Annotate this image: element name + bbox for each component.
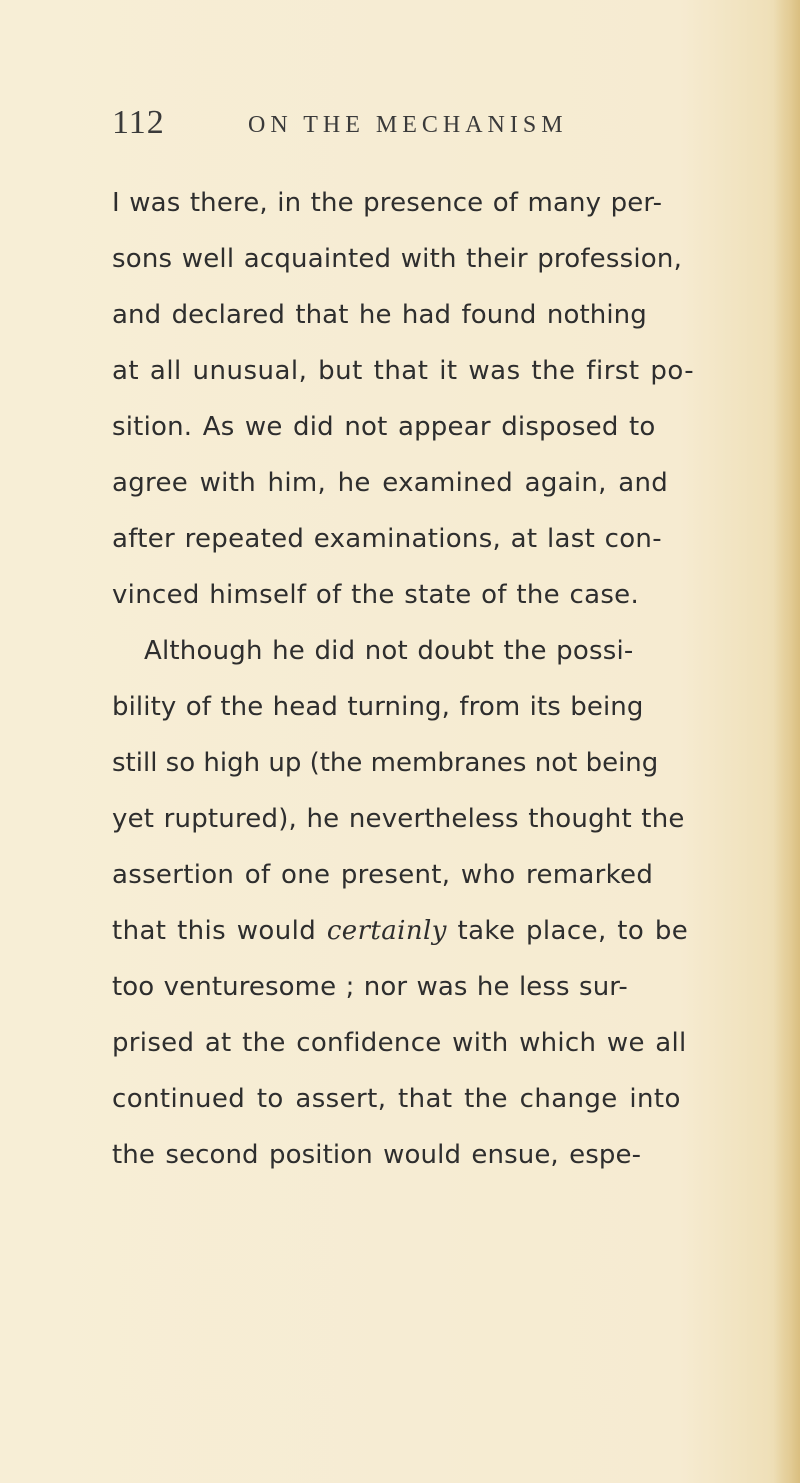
text-line: still so high up (the membranes not being (112, 748, 659, 778)
text-line: bility of the head turning, from its being (112, 692, 644, 722)
line-suffix: take place, to be (446, 916, 689, 946)
text-line: too venturesome ; nor was he less sur- (112, 972, 628, 1002)
text-line: vinced himself of the state of the case. (112, 580, 640, 610)
running-title: ON THE MECHANISM (248, 112, 568, 138)
text-line: after repeated examinations, at last con- (112, 524, 662, 554)
text-line-with-emphasis (112, 903, 712, 959)
text-line: at all unusual, but that it was the first po- (112, 356, 695, 386)
text-line: prised at the confidence with which we all (112, 1028, 687, 1058)
page-edge-stain (774, 0, 800, 1483)
line-prefix: that this would (112, 916, 327, 946)
text-line: continued to assert, that the change into (112, 1084, 681, 1114)
text-line: sition. As we did not appear disposed to (112, 412, 656, 442)
emphasized-word: certainly (326, 916, 447, 946)
body-text (112, 175, 712, 1183)
text-line: assertion of one present, who remarked (112, 860, 654, 890)
text-line: I was there, in the presence of many per- (112, 188, 663, 218)
paragraph-start-line: Although he did not doubt the possi- (144, 636, 634, 666)
text-line: and declared that he had found nothing (112, 300, 647, 330)
text-line: yet ruptured), he nevertheless thought the (112, 804, 685, 834)
text-line: the second position would ensue, espe- (112, 1140, 642, 1170)
text-line: agree with him, he examined again, and (112, 468, 669, 498)
page-number: 112 (112, 104, 165, 141)
text-line: sons well acquainted with their profession, (112, 244, 683, 274)
